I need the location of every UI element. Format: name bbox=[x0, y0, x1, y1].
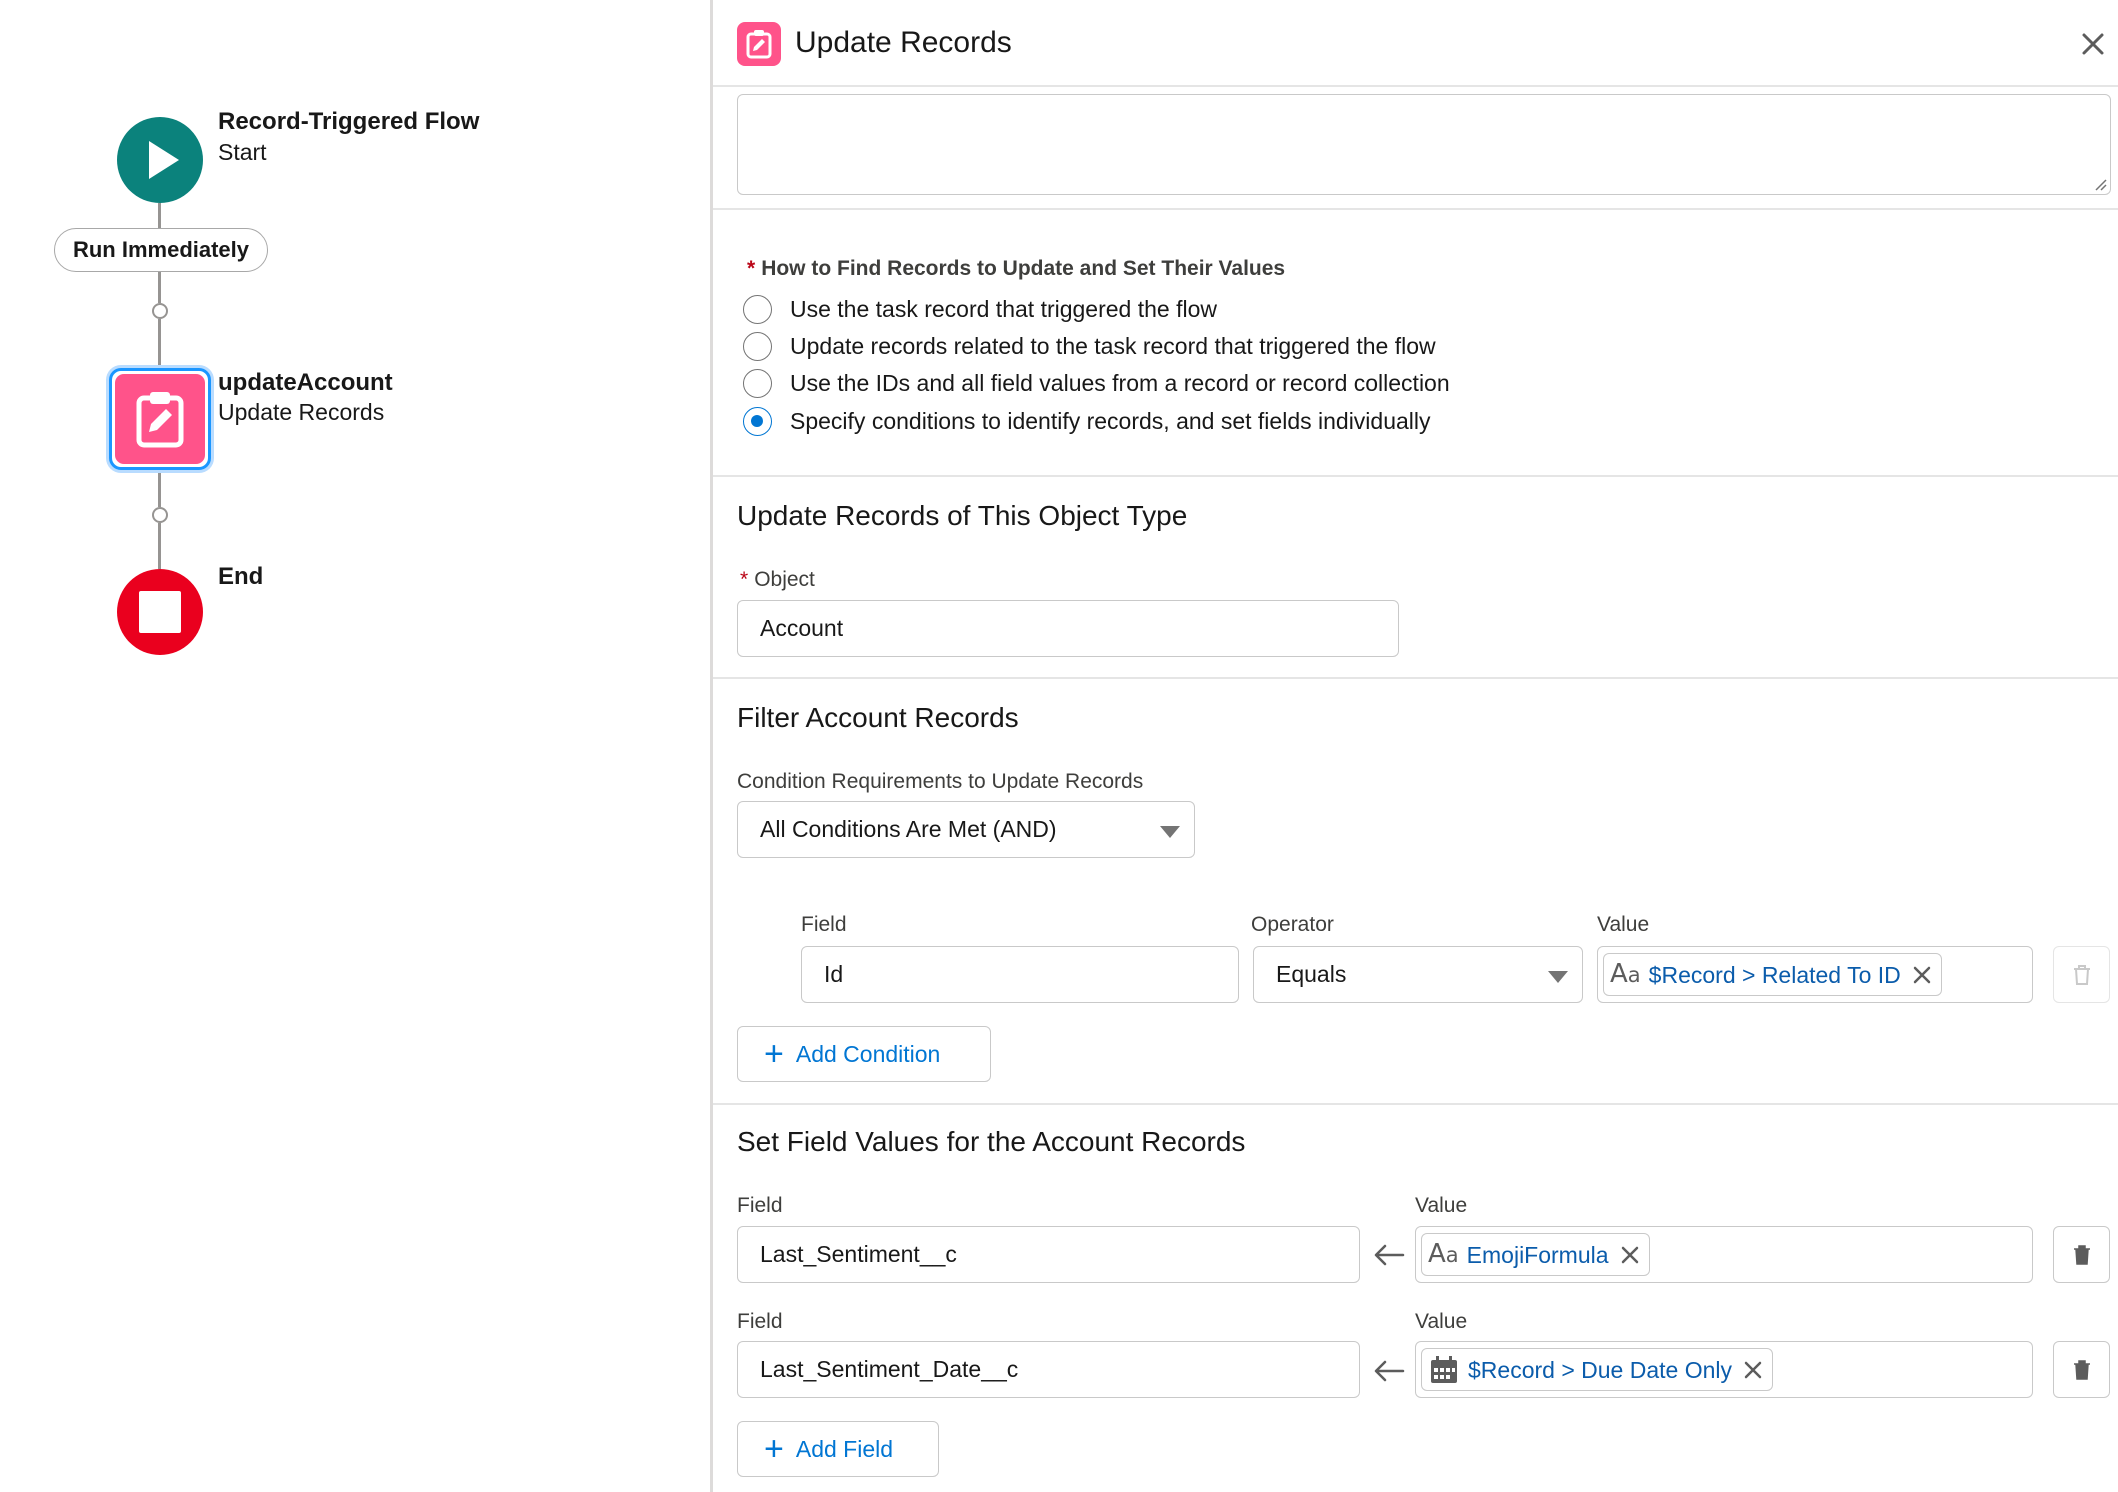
trash-icon bbox=[2072, 1244, 2092, 1266]
panel-title: Update Records bbox=[795, 26, 1012, 59]
text-type-icon: Aa bbox=[1610, 959, 1641, 989]
update-node-title: updateAccount bbox=[218, 369, 393, 396]
condition-field-input[interactable]: Id bbox=[801, 946, 1239, 1003]
plus-icon: + bbox=[764, 1035, 784, 1073]
radio-button[interactable] bbox=[743, 332, 772, 361]
condition-requirements-select[interactable]: All Conditions Are Met (AND) bbox=[737, 801, 1195, 858]
set-fields-section-title: Set Field Values for the Account Records bbox=[737, 1126, 1246, 1157]
set-value-label: Value bbox=[1415, 1194, 1468, 1217]
object-section-title: Update Records of This Object Type bbox=[737, 500, 1188, 531]
condition-value-column-label: Value bbox=[1597, 913, 1650, 936]
chevron-down-icon bbox=[1548, 971, 1568, 983]
set-value-input[interactable] bbox=[1415, 1226, 2033, 1283]
remove-icon[interactable] bbox=[1619, 1244, 1641, 1266]
section-divider bbox=[713, 208, 2118, 210]
stop-icon bbox=[139, 591, 181, 633]
object-input[interactable]: Account bbox=[737, 600, 1399, 657]
start-node-title: Record-Triggered Flow bbox=[218, 108, 480, 135]
delete-field-button[interactable] bbox=[2053, 1226, 2110, 1283]
start-node-subtitle: Start bbox=[218, 139, 267, 165]
chevron-down-icon bbox=[1160, 826, 1180, 838]
run-immediately-path-label[interactable]: Run Immediately bbox=[54, 228, 268, 272]
panel-header bbox=[713, 0, 2118, 87]
update-node-subtitle: Update Records bbox=[218, 399, 385, 425]
close-icon[interactable] bbox=[2075, 26, 2111, 62]
set-value-pill[interactable]: $Record > Due Date Only bbox=[1421, 1348, 1773, 1391]
remove-icon[interactable] bbox=[1911, 964, 1933, 986]
start-node[interactable] bbox=[117, 117, 203, 203]
radio-button[interactable] bbox=[743, 369, 772, 398]
set-value-input[interactable] bbox=[1415, 1341, 2033, 1398]
section-divider bbox=[713, 475, 2118, 477]
radio-option-triggering-record[interactable]: Use the task record that triggered the flow bbox=[743, 293, 1217, 325]
add-element-connector[interactable] bbox=[152, 303, 168, 319]
filter-section-title: Filter Account Records bbox=[737, 702, 1019, 733]
flow-canvas bbox=[0, 0, 710, 1492]
text-type-icon: Aa bbox=[1428, 1239, 1459, 1269]
play-icon bbox=[147, 139, 181, 181]
update-records-icon bbox=[737, 22, 781, 66]
radio-option-ids-and-values[interactable]: Use the IDs and all field values from a record or record collection bbox=[743, 367, 1450, 399]
calendar-icon bbox=[1428, 1354, 1460, 1386]
end-node[interactable] bbox=[117, 569, 203, 655]
connector-line bbox=[158, 319, 161, 368]
add-element-connector[interactable] bbox=[152, 507, 168, 523]
condition-value-input[interactable] bbox=[1597, 946, 2033, 1003]
properties-panel bbox=[710, 0, 2118, 1492]
plus-icon: + bbox=[764, 1430, 784, 1468]
radio-button[interactable] bbox=[743, 295, 772, 324]
object-label: * Object bbox=[740, 568, 815, 591]
radio-option-specify-conditions[interactable]: Specify conditions to identify records, and set fields individually bbox=[743, 405, 1431, 437]
section-divider bbox=[713, 1103, 2118, 1105]
arrow-left-icon bbox=[1373, 1243, 1405, 1267]
resize-handle-icon[interactable] bbox=[2093, 177, 2107, 191]
set-field-label: Field bbox=[737, 1194, 783, 1217]
set-field-input[interactable]: Last_Sentiment__c bbox=[737, 1226, 1360, 1283]
set-field-label: Field bbox=[737, 1310, 783, 1333]
radio-option-related-records[interactable]: Update records related to the task record that triggered the flow bbox=[743, 330, 1436, 362]
how-to-find-label: * How to Find Records to Update and Set Their Values bbox=[747, 257, 1286, 280]
condition-requirements-label: Condition Requirements to Update Records bbox=[737, 770, 1144, 793]
condition-field-column-label: Field bbox=[801, 913, 847, 936]
end-node-title: End bbox=[218, 563, 264, 590]
condition-value-pill[interactable]: Aa $Record > Related To ID bbox=[1603, 953, 1942, 996]
trash-icon bbox=[2072, 1359, 2092, 1381]
radio-button-selected[interactable] bbox=[743, 407, 772, 436]
set-value-pill[interactable]: Aa EmojiFormula bbox=[1421, 1233, 1650, 1276]
arrow-left-icon bbox=[1373, 1359, 1405, 1383]
connector-line bbox=[158, 272, 161, 303]
connector-line bbox=[158, 523, 161, 569]
delete-field-button[interactable] bbox=[2053, 1341, 2110, 1398]
condition-operator-select[interactable]: Equals bbox=[1253, 946, 1583, 1003]
section-divider bbox=[713, 677, 2118, 679]
remove-icon[interactable] bbox=[1742, 1359, 1764, 1381]
clipboard-edit-icon bbox=[135, 390, 185, 448]
update-records-node[interactable] bbox=[109, 368, 211, 470]
connector-line bbox=[158, 203, 161, 228]
set-value-label: Value bbox=[1415, 1310, 1468, 1333]
add-condition-button[interactable]: + Add Condition bbox=[737, 1026, 991, 1082]
delete-condition-button[interactable] bbox=[2053, 946, 2110, 1003]
description-textarea[interactable] bbox=[737, 94, 2111, 195]
trash-icon bbox=[2072, 964, 2092, 986]
set-field-input[interactable]: Last_Sentiment_Date__c bbox=[737, 1341, 1360, 1398]
required-mark: * bbox=[747, 257, 756, 280]
add-field-button[interactable]: + Add Field bbox=[737, 1421, 939, 1477]
condition-operator-column-label: Operator bbox=[1251, 913, 1334, 936]
connector-line bbox=[158, 470, 161, 507]
